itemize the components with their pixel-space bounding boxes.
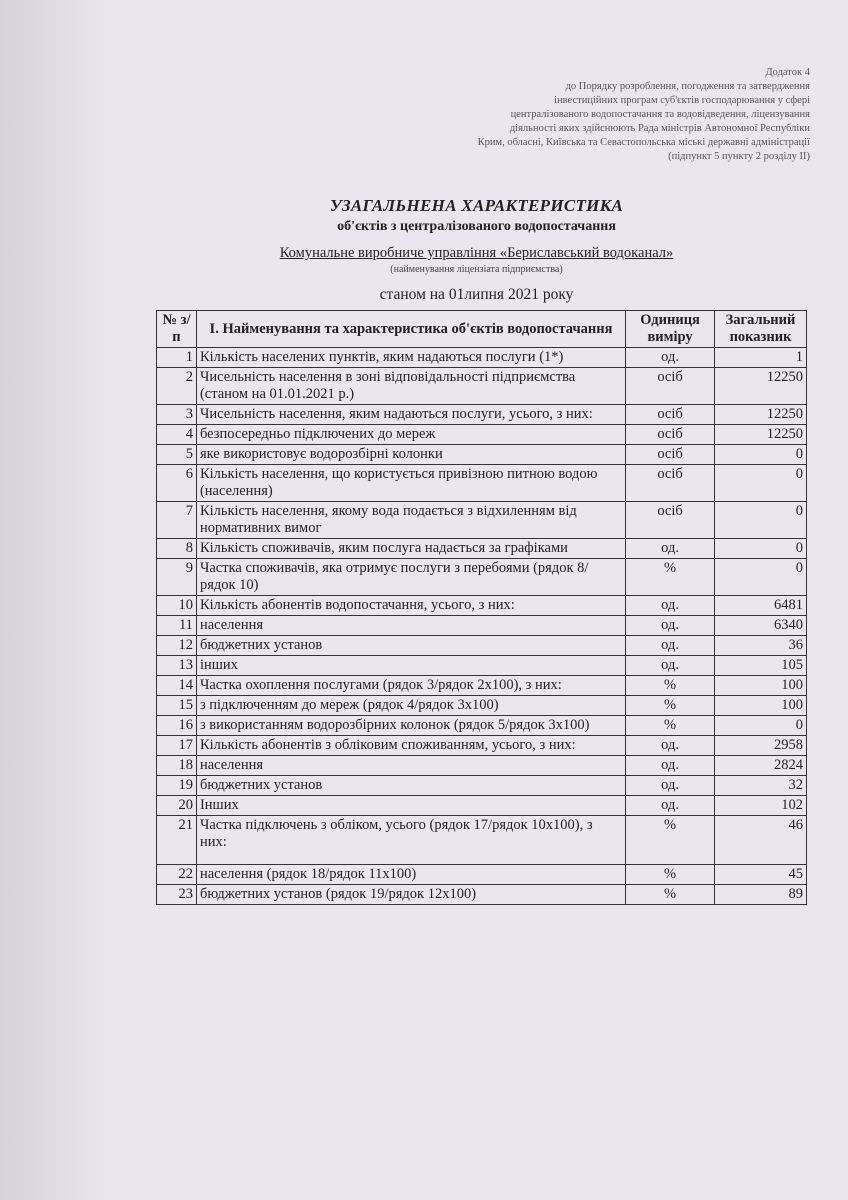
binding-strip (0, 0, 105, 1200)
row-number: 21 (157, 816, 197, 865)
row-value: 46 (715, 816, 807, 865)
characteristics-table (156, 310, 807, 905)
row-unit: % (626, 696, 715, 716)
table-row (157, 445, 807, 465)
row-unit: од. (626, 616, 715, 636)
row-description: Кількість абонентів з обліковим споживанням, усього, з них: (196, 736, 625, 756)
row-value: 100 (715, 696, 807, 716)
row-number: 10 (157, 596, 197, 616)
row-number: 3 (157, 405, 197, 425)
row-number: 16 (157, 716, 197, 736)
row-value: 2824 (715, 756, 807, 776)
row-description: з використанням водорозбірних колонок (рядок 5/рядок 3х100) (196, 716, 625, 736)
row-unit: % (626, 716, 715, 736)
row-value: 12250 (715, 425, 807, 445)
row-unit: осіб (626, 405, 715, 425)
row-number: 23 (157, 885, 197, 905)
row-number: 1 (157, 348, 197, 368)
row-description: з підключенням до мереж (рядок 4/рядок 3х100) (196, 696, 625, 716)
row-number: 19 (157, 776, 197, 796)
row-number: 6 (157, 465, 197, 502)
row-unit: осіб (626, 425, 715, 445)
appendix-note (380, 66, 810, 164)
row-unit: % (626, 865, 715, 885)
row-unit: % (626, 885, 715, 905)
row-value: 100 (715, 676, 807, 696)
row-number: 12 (157, 636, 197, 656)
appendix-line: (підпункт 5 пункту 2 розділу II) (668, 151, 810, 162)
table-row (157, 596, 807, 616)
row-unit: % (626, 559, 715, 596)
row-unit: од. (626, 756, 715, 776)
row-number: 7 (157, 502, 197, 539)
row-description: бюджетних установ (196, 776, 625, 796)
as-of-date: станом на 01липня 2021 року (379, 286, 574, 303)
row-value: 6340 (715, 616, 807, 636)
licensee-caption: (найменування ліцензіата підприємства) (390, 264, 563, 275)
appendix-line: Додаток 4 (765, 67, 810, 78)
table-row (157, 656, 807, 676)
licensee-name (105, 245, 848, 262)
row-value: 102 (715, 796, 807, 816)
header-num: № з/п (157, 311, 197, 348)
row-unit: осіб (626, 368, 715, 405)
row-value: 0 (715, 465, 807, 502)
row-value: 1 (715, 348, 807, 368)
row-description: безпосередньо підключених до мереж (196, 425, 625, 445)
row-unit: осіб (626, 502, 715, 539)
table-row (157, 616, 807, 636)
header-name: І. Найменування та характеристика об'єктів водопостачання (196, 311, 625, 348)
row-value: 2958 (715, 736, 807, 756)
table-row (157, 736, 807, 756)
row-number: 8 (157, 539, 197, 559)
appendix-line: діяльності яких здійснюють Рада міністрів Автономної Республіки (509, 123, 810, 134)
row-description: бюджетних установ (196, 636, 625, 656)
row-value: 0 (715, 445, 807, 465)
row-number: 4 (157, 425, 197, 445)
row-number: 2 (157, 368, 197, 405)
table-row (157, 696, 807, 716)
row-value: 36 (715, 636, 807, 656)
table-row (157, 885, 807, 905)
table-row (157, 676, 807, 696)
appendix-line: до Порядку розроблення, погодження та затвердження (565, 81, 810, 92)
row-description: Кількість споживачів, яким послуга надається за графіками (196, 539, 625, 559)
row-unit: % (626, 816, 715, 865)
header-value: Загальний показник (715, 311, 807, 348)
row-description: Інших (196, 796, 625, 816)
row-value: 45 (715, 865, 807, 885)
row-number: 20 (157, 796, 197, 816)
appendix-line: централізованого водопостачання та водовідведення, ліцензування (510, 109, 810, 120)
row-description: Частка підключень з обліком, усього (рядок 17/рядок 10х100), з них: (196, 816, 625, 865)
row-value: 6481 (715, 596, 807, 616)
row-value: 12250 (715, 405, 807, 425)
row-unit: од. (626, 539, 715, 559)
row-value: 89 (715, 885, 807, 905)
row-unit: од. (626, 348, 715, 368)
table-row (157, 716, 807, 736)
document-title: УЗАГАЛЬНЕНА ХАРАКТЕРИСТИКА (329, 196, 624, 215)
table-row (157, 348, 807, 368)
row-number: 15 (157, 696, 197, 716)
row-description: Кількість населення, що користується привізною питною водою (населення) (196, 465, 625, 502)
table-row (157, 368, 807, 405)
table-row (157, 756, 807, 776)
row-unit: од. (626, 796, 715, 816)
row-value: 0 (715, 716, 807, 736)
row-description: бюджетних установ (рядок 19/рядок 12х100) (196, 885, 625, 905)
table-row (157, 539, 807, 559)
row-unit: осіб (626, 445, 715, 465)
table-row (157, 776, 807, 796)
row-unit: од. (626, 736, 715, 756)
table-row (157, 559, 807, 596)
row-number: 14 (157, 676, 197, 696)
table-row (157, 636, 807, 656)
row-value: 0 (715, 559, 807, 596)
row-unit: % (626, 676, 715, 696)
appendix-line: Крим, обласні, Київська та Севастопольська міські державні адміністрації (477, 137, 810, 148)
row-unit: од. (626, 656, 715, 676)
row-value: 32 (715, 776, 807, 796)
row-description: інших (196, 656, 625, 676)
row-number: 18 (157, 756, 197, 776)
table-row (157, 465, 807, 502)
table-row (157, 502, 807, 539)
row-number: 5 (157, 445, 197, 465)
document-subtitle: об'єктів з централізованого водопостачання (337, 219, 616, 234)
row-description: Частка споживачів, яка отримує послуги з перебоями (рядок 8/рядок 10) (196, 559, 625, 596)
row-number: 22 (157, 865, 197, 885)
header-unit: Одиниця виміру (626, 311, 715, 348)
row-number: 17 (157, 736, 197, 756)
table-row (157, 405, 807, 425)
row-description: населення (196, 756, 625, 776)
table-row (157, 796, 807, 816)
row-description: Кількість населення, якому вода подається з відхиленням від нормативних вимог (196, 502, 625, 539)
row-description: Чисельність населення, яким надаються послуги, усього, з них: (196, 405, 625, 425)
table-row (157, 816, 807, 865)
row-value: 105 (715, 656, 807, 676)
row-description: Частка охоплення послугами (рядок 3/рядок 2х100), з них: (196, 676, 625, 696)
row-unit: осіб (626, 465, 715, 502)
row-unit: од. (626, 776, 715, 796)
row-number: 13 (157, 656, 197, 676)
row-unit: од. (626, 596, 715, 616)
row-description: населення (рядок 18/рядок 11х100) (196, 865, 625, 885)
row-value: 0 (715, 539, 807, 559)
row-number: 9 (157, 559, 197, 596)
table-row (157, 865, 807, 885)
appendix-line: інвестиційних програм суб'єктів господарювання у сфері (554, 95, 810, 106)
table-header-row (157, 311, 807, 348)
row-value: 12250 (715, 368, 807, 405)
row-value: 0 (715, 502, 807, 539)
table-row (157, 425, 807, 445)
row-number: 11 (157, 616, 197, 636)
row-description: Кількість абонентів водопостачання, усього, з них: (196, 596, 625, 616)
licensee-name-text: Комунальне виробниче управління «Бериславський водоканал» (279, 245, 674, 261)
row-unit: од. (626, 636, 715, 656)
row-description: населення (196, 616, 625, 636)
row-description: яке використовує водорозбірні колонки (196, 445, 625, 465)
row-description: Кількість населених пунктів, яким надаються послуги (1*) (196, 348, 625, 368)
row-description: Чисельність населення в зоні відповідальності підприємства (станом на 01.01.2021 р.) (196, 368, 625, 405)
